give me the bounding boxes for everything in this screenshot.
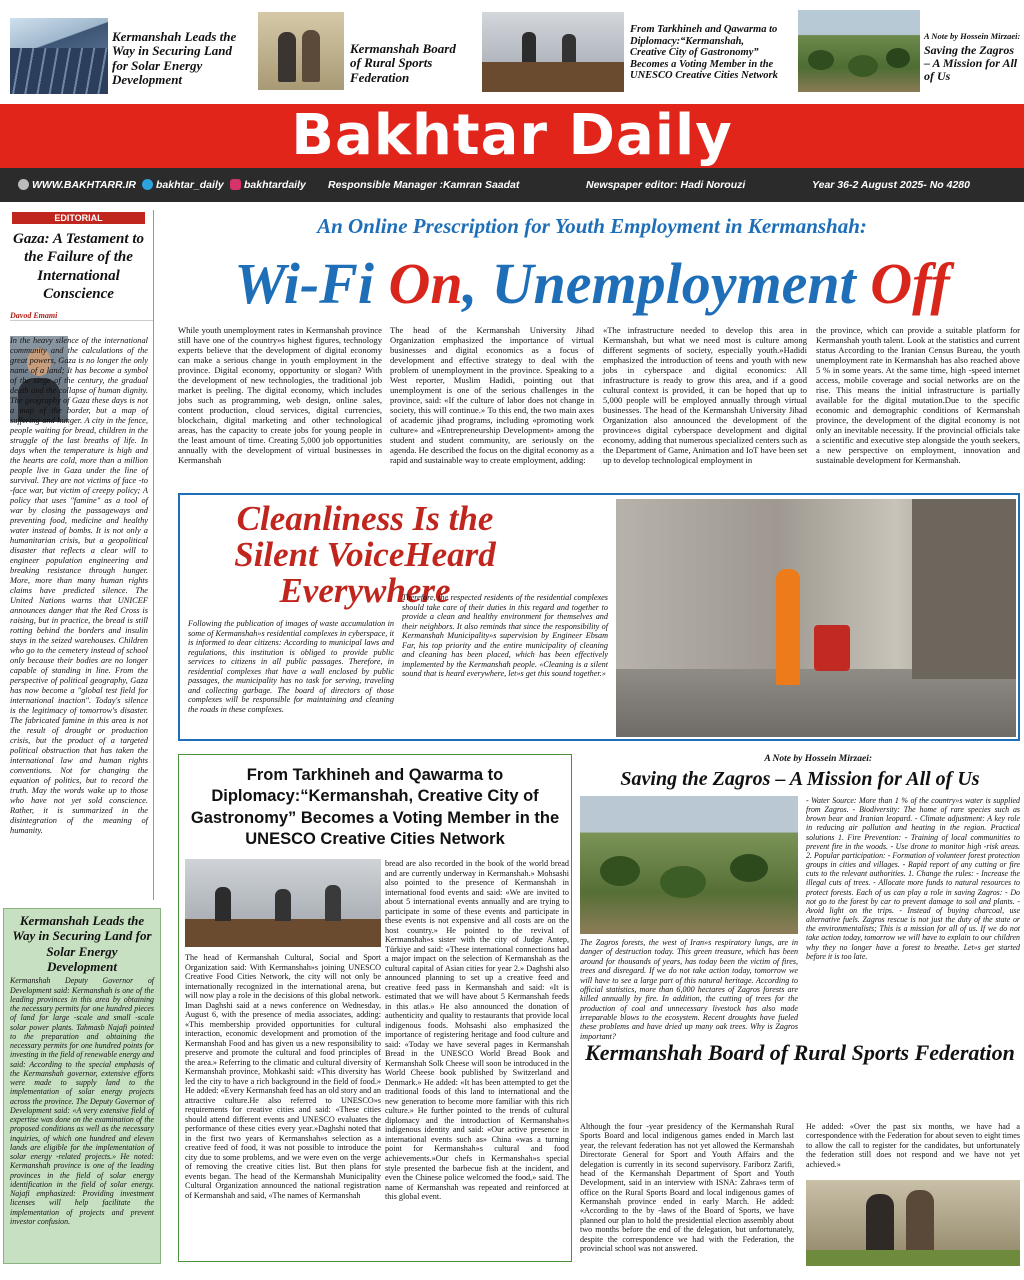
solar-title[interactable]: Kermanshah Leads the Way in Securing Land for Solar Energy Development [12, 913, 152, 974]
telegram-link[interactable]: bakhtar_daily [142, 179, 224, 191]
editorial-tag: EDITORIAL [12, 212, 145, 224]
instagram-icon [230, 179, 241, 190]
teaser-rural-sports[interactable]: Kermanshah Board of Rural Sports Federation [350, 41, 456, 85]
editorial-body: In the heavy silence of the international community and the calculations of the great powers, Gaza is no longer the only name of a land; It has become a symbol of the siege of the century, the gradual death and the collapse of human dignity. The geography of Gaza these days is not a map of the border, but a map of suffering and hunger. A city in the fence, people waiting for bread, children in the struggle of the last breaths of life. In days when the temperature is high and the hearts are cold, more than a million people live in Gaza under the line of survival. They are not victims of face -to -face war, but victim of creepy policy; A policy that uses "famine" as a tool of war by closing the passageways and preventing food, medicine and healthy water instead of bombs. It is not only a humanitarian crisis, but a geopolitical disaster that reflects a clear will to engineer population engineering and breaking resistance through hunger. More, more than many human rights claims have predicted silence. The United Nations warns that UNICEF announces danger that the Red Cross is raising, but in practice, the bread is still rotting behind the borders and insulin stays in the seized warehouses. Children who go to the cemetery instead of school only because their bodies are no longer capable of standing in line. From the perspective of political geography, Gaza has now become a "global test field for international inaction". Today's silence is the legitimacy of tomorrow's disaster. The fabricated famine in this area is not the result of drought or production crisis, but the product of a targeted political obstruction that has taken the international law and human rights conventions. Not for changing the equation of politics, but to record the truth. May the words wake up to those who have not yet sold conscience. Rather, it is summarized in the disintegration of the meaning of humanity. [10, 336, 148, 835]
cleanliness-col-2: Therefore, the respected residents of the residential complexes should take care of their duties in this regard and together to provide a clean and healthy environment for themselves and their neighbors. It also reminds that since the responsibility of Kermanshah Municipality»s supervision by Engineer Ebsam Far, his top priority and the entire municipality of cleaning and cleaning has been placed, which has been effectively implemented by the Kermanshah people. «Cleaning is a silent sound that is heard everywhere, let»s get this sound together.» [402, 593, 608, 679]
info-bar [0, 168, 1024, 202]
sports-col-2: He added: «Over the past six months, we have had a correspondence with the Federation for about seven to eight times to allow the call to register for the candidates, but unfortunately the federation still does not respond and we have not yet achieved.» [806, 1122, 1020, 1169]
editorial-column [4, 210, 154, 900]
solar-panels-photo[interactable] [10, 18, 108, 94]
sports-col-1: Although the four -year presidency of the Kermanshah Rural Sports Board and local indigenous games ended in March last year, the relevant federation has not yet allowed the Kermanshah Directorate General for Sport and Youth Affairs and the delegation is currently in its second supervisory. Fariborz Zarifi, head of the Kermanshah Department of Sport and Youth Development, said in an interview with ISNA: Zahra»s term of office on the Rural Sports Board and local indigenous games of Kermanshah province ended in early March. He added: «According to the by -laws of the Board of Sports, we have planned our plan to hold the presidential election assembly about two months before the end of the delegation, but unfortunately, despite the correspondence we had with the Federation, the provincial school was not answered. [580, 1122, 794, 1253]
lead-headline[interactable]: Wi-Fi On, Unemployment Off [234, 251, 950, 316]
wrestling-photo[interactable] [258, 12, 344, 90]
teaser-zagros-kicker[interactable]: A Note by Hossein Mirzaei: [924, 31, 1021, 41]
sports-title[interactable]: Kermanshah Board of Rural Sports Federation [585, 1040, 1015, 1065]
zagros-kicker: A Note by Hossein Mirzaei: [764, 754, 872, 764]
cleanliness-box [178, 493, 1020, 741]
lead-col-2: The head of the Kermanshah University Jihad Organization emphasized the importance of virtual businesses and digital economics as a focus of development and effective strategy to deal with the problem of unemployment in the province. Speaking to a West reporter, Muslim Hadidi, pointing out that unemployment is one of the serious challenges in the province, said: «If the culture of labor does not change in society, this will continue.» To this end, the two main axes of academic jihad programs, including «promoting work culture» and «Entrepreneurship Development» among the student and student community, are seriously on the agenda. He described the focus on the digital economy as a rapid and sustainable way to create employment, adding: [390, 325, 594, 465]
zagros-left-col: The Zagros forests, the west of Iran»s respiratory lungs, are in danger of destruction today. This green treasure, which has been around for thousands of years, has today been the victim of fires, trees and disregard. If we do not take action today, tomorrow we will have to see a large part of this natural heritage. According to official statistics, more than 6,000 hectares of Zagros forests are killed annually by fire. In addition, the cutting of trees for the production of coal and unnecessary livestock has also made irreparable blows to the ecosystem. Recent droughts have fueled these problems and have dried up many oak trees. Why is Zagros important? [580, 938, 798, 1041]
zagros-title[interactable]: Saving the Zagros – A Mission for All of Us [620, 768, 980, 790]
responsible-manager: Responsible Manager :Kamran Saadat [328, 179, 520, 191]
rural-wrestling-photo[interactable] [806, 1180, 1020, 1266]
issue-info: Year 36-2 August 2025- No 4280 [812, 179, 970, 191]
website-link[interactable]: WWW.BAKHTARR.IR [18, 179, 136, 191]
teaser-zagros[interactable]: Saving the Zagros – A Mission for All of Us [924, 43, 1018, 84]
telegram-icon [142, 179, 153, 190]
press-conference-photo[interactable] [185, 859, 381, 947]
editorial-title[interactable]: Gaza: A Testament to the Failure of the International Conscience [13, 231, 144, 302]
solar-box [3, 908, 161, 1264]
masthead [0, 104, 1024, 168]
teaser-solar[interactable]: Kermanshah Leads the Way in Securing Land for Solar Energy Development [112, 29, 237, 87]
unesco-box [178, 754, 572, 1262]
unesco-col-1: The head of Kermanshah Cultural, Social and Sport Organization said: With Kermanshah»s joining UNESCO Creative Food Cities Network, the city will not only be internationally recognized in the international arena, but will now play a role in the decisions of this global network. Iman Daghshi said at a news conference on Wednesday, August 6, with the presence of media associates, adding: «This membership provided opportunities for cultural interaction, economic development and promotion of the Kermanshah Food and has given us a new responsibility to preserve and promote the cultural and food principles of the area.» Referring to the climatic and cultural diversity of Kermanshah province, Mohkashi said: «This diversity has led the city to have a rich background in the field of food.» He added: «Every Kermanshah feed has an old story and an attractive culture.He also referred to UNESCO»s requirements for creative cities and said: «These cities should attend different events and UNESCO evaluates the performance of these cities every year.»Daghshi noted that in the first two years of Kermanshah»s selection as a creative feed of food, it was not possible to introduce the city due to some problems, and we were even on the verge of removing the creative cities list. But then plans for events began. The head of the Kermanshah Municipality Cultural Organization announced the national registration of Kermanshah and said, «The names of Kermanshah [185, 953, 381, 1200]
conference-photo[interactable] [482, 12, 624, 92]
unesco-title[interactable]: From Tarkhineh and Qawarma to Diplomacy:“Kermanshah, Creative City of Gastronomy” Becomes a Voting Member in the UNESCO Creative Cities Network [190, 766, 560, 849]
cleanliness-col-1: Following the publication of images of waste accumulation in some of Kermanshah»s residential complexes in cyberspace, it is informed to dear citizens: According to municipal laws and regulations, this institution is obliged to provide public services to citizens in all public passages. Therefore, in residential complexes that have a wall enclosed by public passages, the municipality has no task for serving, traveling and collecting garbage. The board of directors of those complexes will be responsible for maintaining and cleaning the roads in these complexes. [188, 619, 394, 714]
globe-icon [18, 179, 29, 190]
newspaper-editor: Newspaper editor: Hadi Norouzi [586, 179, 746, 191]
lead-col-1: While youth unemployment rates in Kermanshah province still have one of the country»s highest figures, technology experts believe that the development of digital economy can make a serious change in youth employment in the province. Digital economy, opportunity or slogan? With the development of new technologies, the traditional job market is peeling. The digital economy, which includes jobs such as programming, web design, online sales, content production, cloud services, digital currencies, blockchain, digital marketing and other technological areas, has the capacity to create jobs for young people in the least amount of time. Creating 5,000 job opportunities annually with the development of virtual businesses in Kermanshah [178, 325, 382, 465]
lead-col-4: the province, which can provide a suitable platform for Kermanshah youth talent. Look at the statistics and current status According to the Iranian Census Bureau, the youth unemployment rate in Kermanshah has also reached above 5 % in some years. At the same time, high -speed internet access, mobile coverage and social networks are on the rise. This means the initial infrastructure is partially available for the digital mutation.Due to the specific economic and demographic conditions of Kermanshah province, the development of the digital economy is not only an inevitable necessity. If the provincial officials take a scientific and executive step alongside the youth seekers, a new perspective on employment, innovation and sustainable development for Kermanshah. [816, 325, 1020, 465]
zagros-photo[interactable] [580, 796, 798, 934]
zagros-forest-photo[interactable] [798, 10, 920, 92]
instagram-link[interactable]: bakhtardaily [230, 179, 306, 191]
lead-col-3: «The infrastructure needed to develop this area in Kermanshah, but what we need most is culture among different segments of society, especially youth.»Hadidi emphasized the introduction of teens and youth with new jobs in cyberspace and digital economics: All infrastructure is ready to grow this area, and if a good cultural context is provided, it can be hoped that up to 5,000 people will be employed annually through virtual businesses. The head of the Kermanshah University Jihad Organization also announced the development of the province»s digital cyberspace development and digital economy, adding that numerous specialized centers such as the Department of Game, Animation and IoT have been set up to develop technological employment in [603, 325, 807, 465]
newspaper-title: Bakhtar Daily [291, 103, 733, 168]
editorial-author: Davod Emami [10, 311, 153, 321]
unesco-col-2: bread are also recorded in the book of the world bread and are currently underway in Kermanshah.» Mohsashi also pointed to the presence of Kermanshah in international food events and said: «We are invited to about 5 international events annually and are trying to participate in some of these events and participate in these events is not expensive and all costs are on the host country.» He pointed to the revival of Kermanshah»s sister with the city of Judge Antep, Türkiye and said: «These international connections had a major impact on the selection of Kermanshah as the cultural capital of Asian cities for year 2.» Daghshi also announced planning to set up a creative feed and creative feed pass in Kermanshah and said: «It is estimated that we will have about 5 Kermanshah feeds in this atlas.» He also announced the donation of authenticity and quality to restaurants that provide local indigenous foods. Mohsashi also emphasized the importance of registering heritage and food culture and said: «Today we have several pages in Kermanshah Bread in the UNESCO World Bread Book and Kermanshah Solk Cheese will soon be introduced in the World Cheese book published by Switzerland and Denmark.» He added: «It has been attempted to get the traditional foods of this land to international and the new generation to become more familiar with this rich culture.» He further pointed to the trends of cultural diplomacy and the introduction of Kermanshah»s indigenous identity and said: «Our active presence in international events such as» China «was a turning point for Kermanshah»s cultural and food achievements.»Our chefs in Kermanshah»s special style presented the barbecue fish at the incident, and even the Chinese police welcomed the food,» said. The name of Kermanshah was repeated and reinforced at this global event. [385, 859, 569, 1202]
zagros-right-col: - Water Source: More than 1 % of the country»s water is supplied from Zagros. - Biodiversity: The home of rare species such as brown bear and Iranian leopard. - Climate adjustment: A key role in reducing air pollution and heating in the region. Practical solutions 1. Fire Prevention: - Training of local communities to prevent fire in the woods. - Use drone to monitor high -risk areas. 2. Popular participation: - Formation of volunteer forest protection groups in cities and villages. - Rapid report of any cutting or fire cuts to the relevant authorities. 1. Change the rules: - Increase the illegal cuts of trees. - Allocate more funds to natural resources to protect forests. Each of us can play a role in saving Zagros: - Do not go to the forest by car to prevent damage to soil and plants. - Avoid light on the trips. - Instead of buying charcoal, use alternative fuels. Zagros rescue is not just the duty of the state or the environmentalists; This is a mission for all of us. If we do not take action today, tomorrow we will have to explain to our children why they no longer have a forest to breathe. Let»s get started before it is too late. [806, 796, 1020, 961]
solar-body: Kermanshah Deputy Governor of Development said: Kermanshah is one of the leading provinces in this area by obtaining the necessary permits for one hundred pieces of land for large -scale and small -scale solar power plants. Tahmasb Najafi pointed to the preparation and obtaining the necessary permits for one hundred points for investing in the field of renewable energy and said: According to the special emphasis of the Kermanshah governor, extensive efforts were made to supply land to the implementation of solar energy projects across the province. The Deputy Governor of Development said: «A very extensive field of expertise was done on the examination of the proposed conditions as well as the necessary inquiries, of which one hundred and eleven lands are eligible for the implementation of solar energy -related projects.» He noted: Kermanshah province is one of the leading provinces in the field of solar energy identification in the field of solar energy. Najafi emphasized: Providing investment licenses will help facilitate the implementation of projects and prevent investor confusion. [10, 976, 154, 1226]
teaser-unesco[interactable]: From Tarkhineh and Qawarma to Diplomacy:“Kermanshah, Creative City of Gastronomy” Becomes a Voting Member in the UNESCO Creative Cities Network [630, 24, 778, 82]
cleanliness-title[interactable]: Cleanliness Is the Silent VoiceHeard Everywhere [234, 499, 496, 610]
street-sweeper-photo[interactable] [616, 499, 1016, 737]
lead-kicker[interactable]: An Online Prescription for Youth Employment in Kermanshah: [317, 214, 867, 238]
